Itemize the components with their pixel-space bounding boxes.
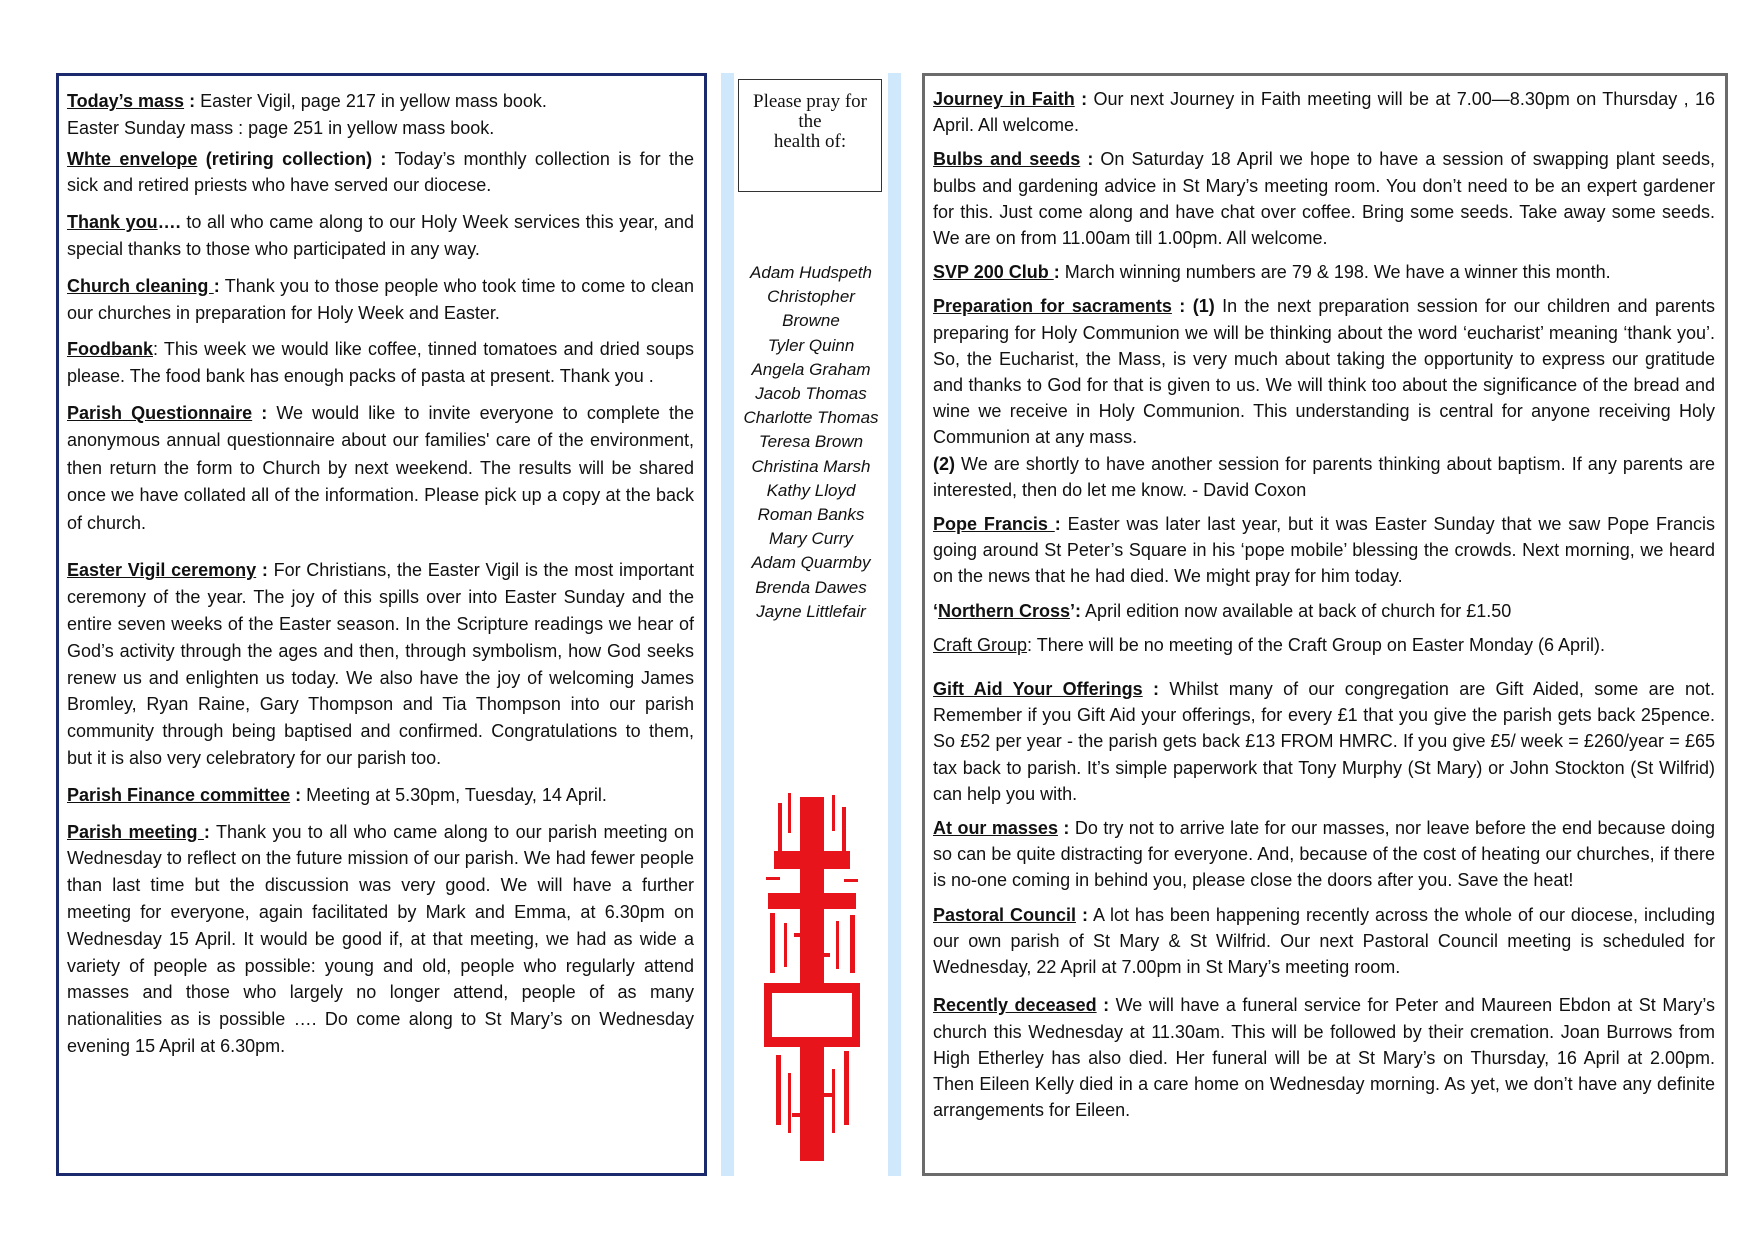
giftaid-notice [933, 676, 1715, 807]
journey-notice [933, 86, 1715, 138]
journey-text: Our next Journey in Faith meeting will be at 7.00—8.30pm on Thursday , 16 April. All welcome. [933, 89, 1716, 136]
foodbank-notice [67, 336, 694, 390]
svp-colon: : [1053, 262, 1060, 283]
pray-for-box [738, 79, 882, 192]
easter-cross-icon [764, 793, 860, 1165]
journey-colon: : [1074, 89, 1088, 109]
pope-colon: : [1054, 514, 1061, 535]
pope-heading: Pope Francis [933, 514, 1055, 535]
svp-notice [933, 259, 1715, 285]
deceased-heading: Recently deceased [933, 995, 1097, 1016]
todays-mass-colon: : [184, 91, 196, 111]
craft-notice [933, 632, 1715, 658]
prayer-name: Kathy Lloyd [766, 480, 856, 500]
questionnaire-colon: : [252, 402, 268, 423]
meeting-text: Thank you to all who came along to our parish meeting on Wednesday to reflect on the future mission of our parish. We had fewer people than last time but the discussion was very good. We will have a further meeting for everyone, again facilitated by Mark and Emma, at 6.30pm on Wednesday 15 April. It would be good if, at that meeting, we had as wide a variety of people as possible: young and old, people who regularly attend masses and those who largely no longer attend, people of as many nationalities as is possible …. Do come along to St Mary’s on Wednesday evening 15 April at 6.30pm. [67, 821, 694, 1057]
giftaid-text: Whilst many of our congregation are Gift Aided, some are not. Remember if you Gift Aid your offerings, for every £1 that you give the parish gets back 25pence. So £52 per year - the parish gets back £13 FROM HMRC. If you give £5/ week = £260/year = £65 tax back to parish. It’s simple paperwork that Tony Murphy (St Mary) or John Stockton (St Wilfrid) can help you with. [933, 679, 1716, 804]
prayer-name: Charlotte Thomas [743, 408, 879, 428]
finance-text: Meeting at 5.30pm, Tuesday, 14 April. [301, 784, 607, 805]
journey-heading: Journey in Faith [933, 89, 1075, 109]
deceased-text: We will have a funeral service for Peter and Maureen Ebdon at St Mary’s church this Wednesday at 11.30am. This will be followed by their cremation. Joan Burrows from High Etherley has also died. Her funeral will be at St Mary’s on Thursday, 16 April at 2.00pm. Then Eileen Kelly died in a care home on Wednesday morning. As yet, we don’t have any definite arrangements for Eileen. [933, 995, 1715, 1121]
finance-colon: : [290, 784, 302, 805]
prep-text-2: We are shortly to have another session for parents thinking about baptism. If any parents are interested, then do let me know. - David Coxon [933, 453, 1715, 500]
pope-text: Easter was later last year, but it was Easter Sunday that we saw Pope Francis going around St Peter’s Square in his ‘pope mobile’ blessing the crowds. Next morning, we heard on the news that he had died. We might pray for him today. [933, 514, 1715, 587]
envelope-text: Today’s monthly collection is for the sick and retired priests who have served our diocese. [67, 148, 695, 196]
deceased-colon: : [1096, 995, 1110, 1016]
masses-text: Do try not to arrive late for our masses, nor leave before the end because doing so can be quite distracting for everyone. And, because of the cost of heating our churches, if there is no-one coming in behind you, please close the doors after you. Save the heat! [933, 818, 1715, 891]
questionnaire-notice [67, 400, 694, 538]
finance-notice [67, 782, 694, 809]
easter-sunday-line: Easter Sunday mass : page 251 in yellow mass book. [67, 117, 495, 138]
cleaning-colon: : [213, 275, 220, 296]
todays-mass-heading: Today’s mass [67, 91, 185, 111]
pastoral-colon: : [1076, 904, 1088, 925]
bulbs-colon: : [1080, 149, 1094, 170]
prayer-name: Tyler Quinn [767, 335, 855, 355]
left-notices-panel [56, 73, 707, 1176]
envelope-heading: Whte envelope [67, 148, 198, 169]
foodbank-text: : This week we would like coffee, tinned tomatoes and dried soups please. The food bank has enough packs of pasta at present. Thank you . [67, 339, 694, 387]
prayer-name: Christina Marsh [751, 456, 871, 476]
pastoral-notice [933, 902, 1715, 981]
foodbank-heading: Foodbank [67, 339, 153, 360]
masses-notice [933, 815, 1715, 894]
pray-line-3: health of: [773, 131, 847, 152]
meeting-colon: : [203, 821, 210, 842]
prep-number-1: (1) [1185, 296, 1215, 317]
thanks-dots: …. [157, 212, 181, 233]
masses-colon: : [1057, 818, 1070, 839]
prayer-name: Adam Quarmby [751, 553, 871, 573]
prayer-name: Browne [782, 311, 840, 331]
meeting-heading: Parish meeting [67, 821, 204, 842]
prayer-name: Brenda Dawes [755, 577, 867, 597]
giftaid-heading: Gift Aid Your Offerings [933, 679, 1143, 700]
prep-text-1: In the next preparation session for our children and parents preparing for Holy Communion we will be thinking about the word ‘eucharist’ meaning ‘thank you’. So, the Eucharist, the Mass, is very much about taking the opportunity to express our gratitude and thanks to God for that is given to us. We will think too about the significance of the bread and wine we receive in Holy Communion. This understanding is central for anyone receiving Holy Communion at any mass. [933, 296, 1715, 448]
prep-colon: : [1171, 296, 1186, 317]
vigil-colon: : [256, 560, 268, 581]
cross-quote-open: ‘ [933, 600, 939, 621]
prayer-name: Mary Curry [768, 529, 854, 549]
northern-cross-text: April edition now available at back of church for £1.50 [1081, 600, 1512, 621]
svp-heading: SVP 200 Club [933, 262, 1054, 283]
craft-heading: Craft Group [933, 634, 1028, 655]
thanks-heading: Thank you [67, 212, 158, 233]
giftaid-colon: : [1142, 679, 1160, 700]
prayer-name: Roman Banks [757, 505, 865, 525]
deceased-notice [933, 992, 1715, 1123]
craft-text: : There will be no meeting of the Craft Group on Easter Monday (6 April). [1027, 634, 1605, 655]
prayer-name: Angela Graham [751, 359, 871, 379]
svp-text: March winning numbers are 79 & 198. We have a winner this month. [1059, 262, 1611, 283]
bulbs-heading: Bulbs and seeds [933, 149, 1081, 170]
prayer-column [734, 73, 888, 1176]
meeting-notice [67, 819, 694, 1060]
northern-cross-heading: Northern Cross [938, 600, 1071, 621]
prayer-names-list [734, 261, 888, 624]
vigil-heading: Easter Vigil ceremony [67, 560, 257, 581]
right-notices-panel [922, 73, 1728, 1176]
vigil-notice [67, 557, 694, 771]
masses-heading: At our masses [933, 818, 1058, 839]
thanks-text: to all who came along to our Holy Week services this year, and special thanks to those who participated in any way. [67, 212, 694, 259]
prayer-name: Jacob Thomas [755, 384, 867, 404]
prayer-name: Christopher [767, 287, 855, 307]
pastoral-text: A lot has been happening recently across the whole of our diocese, including our own parish of St Mary & St Wilfrid. Our next Pastoral Council meeting is scheduled for Wednesday, 22 April at 7.00pm in St Mary’s meeting room. [933, 904, 1715, 978]
questionnaire-text: We would like to invite everyone to complete the anonymous annual questionnaire about our families' care of the environment, then return the form to Church by next weekend. The results will be shared once we have collated all of the information. Please pick up a copy at the back of church. [67, 402, 694, 533]
todays-mass-text: Easter Vigil, page 217 in yellow mass book. [195, 91, 547, 111]
finance-heading: Parish Finance committee [67, 784, 291, 805]
prayer-name: Teresa Brown [758, 432, 864, 452]
envelope-notice [67, 146, 694, 200]
pastoral-heading: Pastoral Council [933, 904, 1077, 925]
cleaning-text: Thank you to those people who took time to come to clean our churches in preparation for Holy Week and Easter. [67, 275, 695, 323]
vigil-text: For Christians, the Easter Vigil is the most important ceremony of the year. The joy of this spills over into Easter Sunday and the entire seven weeks of the Easter season. In the Scripture readings we hear of God’s activity through the ages and then, through symbolism, how God seeks renew us and enlighten us today. We also have the joy of welcoming James Bromley, Ryan Raine, Gary Thompson and Tia Thompson into our parish community through being baptised and confirmed. Congratulations to them, but it is also very celebratory for our parish too. [67, 560, 695, 769]
envelope-sub: (retiring collection) : [197, 148, 387, 169]
pray-line-2: the [798, 111, 822, 132]
prep-heading: Preparation for sacraments [933, 296, 1172, 317]
prayer-strip [721, 73, 901, 1176]
bulbs-notice [933, 146, 1715, 251]
northern-cross-notice [933, 598, 1715, 624]
todays-mass-notice [67, 88, 694, 142]
prep-notice [933, 293, 1715, 503]
prep-number-2: (2) [933, 453, 955, 474]
cross-quote-close: ’: [1070, 600, 1082, 621]
bulbs-text: On Saturday 18 April we hope to have a session of swapping plant seeds, bulbs and gardening advice in St Mary’s meeting room. You don’t need to be an expert gardener for this. Just come along and have chat over coffee. Bring some seeds. Take away some seeds. We are on from 11.00am till 1.00pm. All welcome. [933, 149, 1716, 249]
prayer-name: Adam Hudspeth [750, 263, 872, 282]
cleaning-notice [67, 273, 694, 327]
cleaning-heading: Church cleaning [67, 275, 214, 296]
pope-notice [933, 511, 1715, 590]
thanks-notice [67, 209, 694, 263]
prayer-name: Jayne Littlefair [756, 601, 866, 621]
pray-line-1: Please pray for [753, 91, 867, 112]
questionnaire-heading: Parish Questionnaire [67, 402, 253, 423]
